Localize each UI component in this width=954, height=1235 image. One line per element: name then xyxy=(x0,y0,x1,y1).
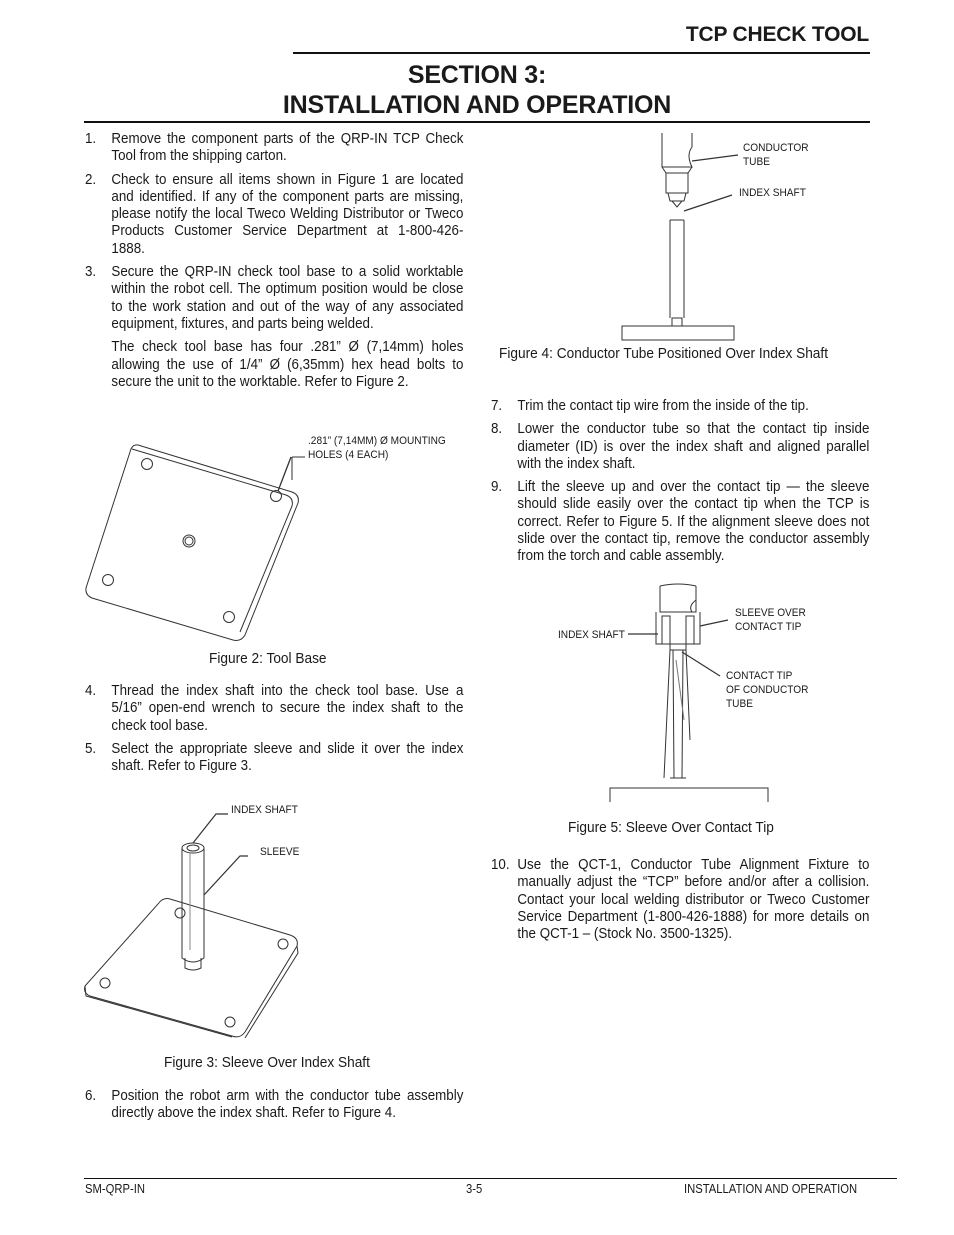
step-7: 7. Trim the contact tip wire from the inside of the tip. xyxy=(491,397,809,414)
step-8: 8. Lower the conductor tube so that the contact tip inside diameter (ID) is over the index shaft and aligned parallel with the index shaft. xyxy=(491,420,870,472)
figure-5-label-sleeve-over-contact-tip: SLEEVE OVER CONTACT TIP xyxy=(735,607,806,633)
footer-rule xyxy=(84,1178,897,1179)
figure-5-label-index-shaft: INDEX SHAFT xyxy=(558,629,625,641)
figure-4-label-conductor-tube: CONDUCTOR TUBE xyxy=(743,142,809,168)
header-rule-bottom xyxy=(84,121,870,123)
footer-doc-code: SM-QRP-IN xyxy=(85,1182,146,1196)
section-title-line1: SECTION 3: xyxy=(407,61,547,89)
step-9: 9. Lift the sleeve up and over the contact tip — the sleeve should slide easily over the contact tip when the TCP is correct. Refer to Figure 5. If the alignment sleeve does not slide over the contact tip, remove the conductor assembly from the torch and cable assembly. xyxy=(491,478,870,565)
step-5: 5. Select the appropriate sleeve and slide it over the index shaft. Refer to Figure 3. xyxy=(85,739,464,775)
section-title-line2: INSTALLATION AND OPERATION xyxy=(282,91,672,119)
footer-page-number: 3-5 xyxy=(466,1182,483,1196)
figure-2-tool-base-drawing xyxy=(80,430,480,650)
steps-list-left-b xyxy=(85,682,515,774)
figure-2-label-mounting-holes: .281” (7,14MM) Ø MOUNTING HOLES (4 EACH) xyxy=(308,435,446,461)
step-10: 10. Use the QCT-1, Conductor Tube Alignment Fixture to manually adjust the “TCP” before and/or after a collision. Contact your local welding distributor or Tweco Customer Service Department (1-800-426-1888) for more details on the QCT-1 – (Stock No. 3500-1325). xyxy=(491,856,870,943)
footer-section-name: INSTALLATION AND OPERATION xyxy=(684,1182,858,1196)
steps-list-right-a xyxy=(491,397,921,565)
steps-list-right-b xyxy=(491,856,921,942)
steps-list-left-c xyxy=(85,1087,515,1122)
figure-2-caption: Figure 2: Tool Base xyxy=(209,650,327,667)
step-6: 6. Position the robot arm with the conductor tube assembly directly above the index shaft. Refer to Figure 4. xyxy=(85,1087,464,1122)
header-rule-top xyxy=(293,52,870,54)
step-4: 4. Thread the index shaft into the check tool base. Use a 5/16” open-end wrench to secure the index shaft to the check tool base. xyxy=(85,682,464,734)
running-header-title: TCP CHECK TOOL xyxy=(685,23,869,46)
figure-4-conductor-tube-drawing xyxy=(600,125,760,345)
figure-5-caption: Figure 5: Sleeve Over Contact Tip xyxy=(568,819,774,836)
figure-4-caption: Figure 4: Conductor Tube Positioned Over Index Shaft xyxy=(499,345,829,362)
steps-list-left-a xyxy=(85,130,515,390)
figure-4-label-index-shaft: INDEX SHAFT xyxy=(739,187,806,199)
step-3-note: The check tool base has four .281” Ø (7,14mm) holes allowing the use of 1/4” Ø (6,35mm) hex head bolts to secure the unit to the worktable. Refer to Figure 2. xyxy=(111,338,464,390)
step-1: 1. Remove the component parts of the QRP-IN TCP Check Tool from the shipping carton. xyxy=(85,130,464,165)
section-title xyxy=(0,60,954,120)
step-2: 2. Check to ensure all items shown in Figure 1 are located and identified. If any of the component parts are missing, please notify the local Tweco Welding Distributor or Tweco Products Customer Service Department at 1-800-426-1888. xyxy=(85,170,464,257)
figure-3-label-index-shaft: INDEX SHAFT xyxy=(231,804,298,816)
figure-3-label-sleeve: SLEEVE xyxy=(260,846,300,858)
figure-3-caption: Figure 3: Sleeve Over Index Shaft xyxy=(164,1054,370,1071)
figure-3-sleeve-drawing xyxy=(80,800,480,1050)
step-3: 3. Secure the QRP-IN check tool base to a solid worktable within the robot cell. The optimum position would be close to the work station and out of the way of any associated equipment, fixtures, and parts being welded. The check tool base has four .281” Ø (7,14mm) holes allowing the use of 1/4” Ø (6,35mm) hex head bolts to secure the unit to the worktable. Refer to Figure 2. xyxy=(85,263,464,390)
figure-5-label-contact-tip: CONTACT TIP OF CONDUCTOR TUBE xyxy=(726,670,809,710)
